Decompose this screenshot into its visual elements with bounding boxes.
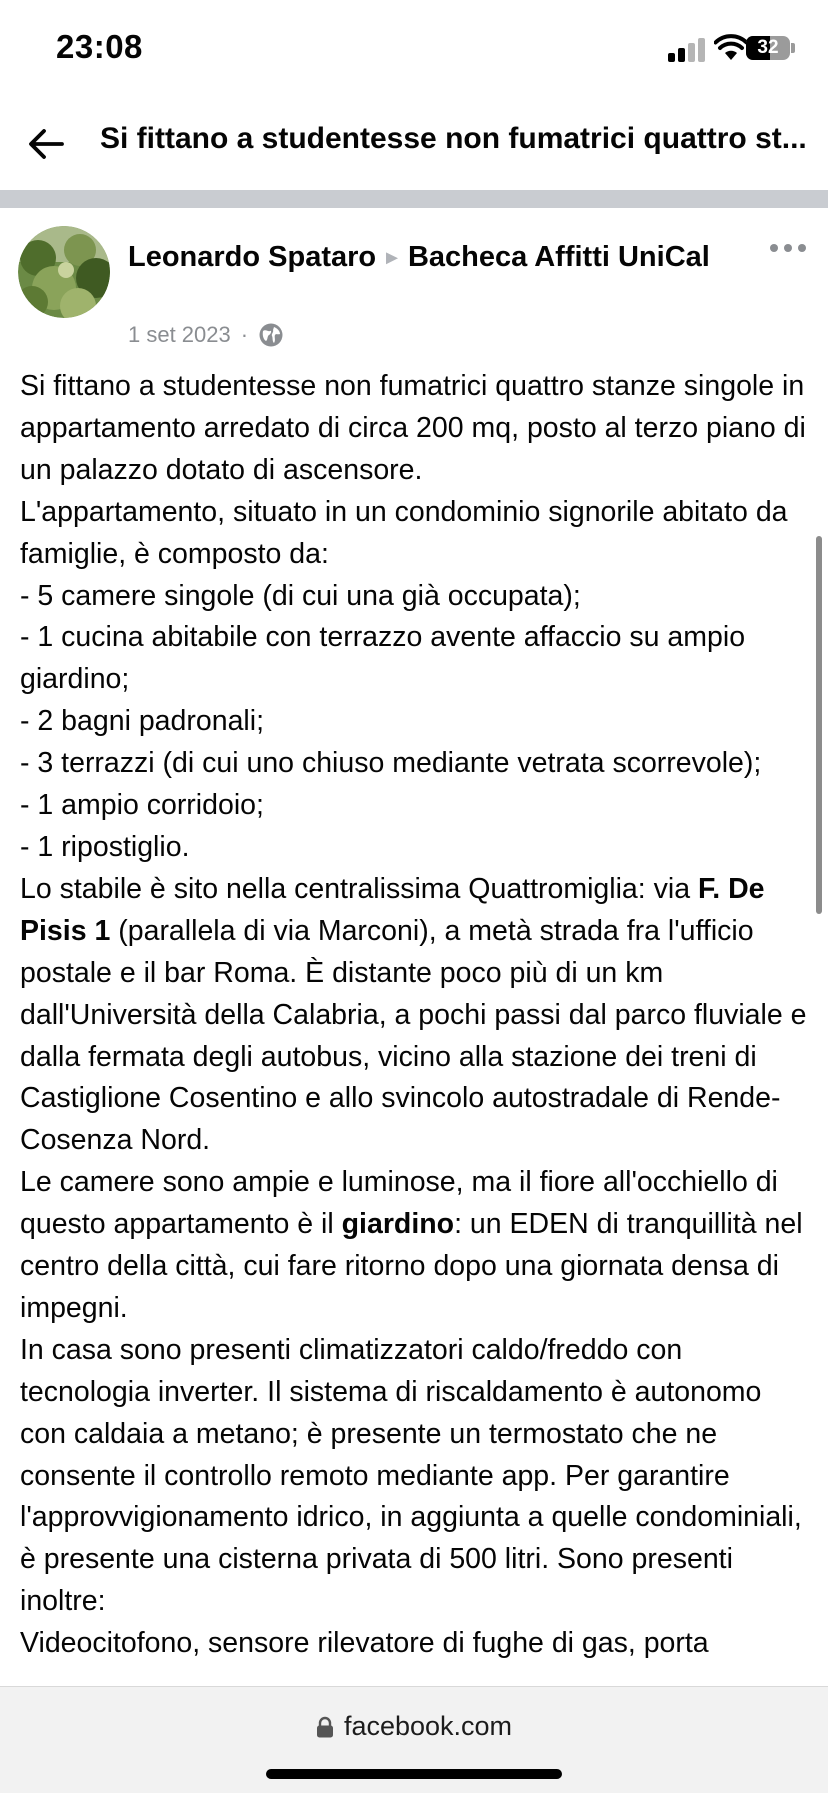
home-indicator[interactable] — [266, 1769, 562, 1779]
author-name[interactable]: Leonardo Spataro — [128, 241, 377, 273]
page-title: Si fittano a studentesse non fumatrici quattro st... — [100, 122, 807, 155]
list-item: - 1 cucina abitabile con terrazzo avente affaccio su ampio giardino; — [20, 621, 746, 696]
post-author-line — [128, 236, 728, 279]
post-paragraph: L'appartamento, situato in un condominio signorile abitato da famiglie, è composto da: — [20, 495, 788, 570]
post-body — [20, 366, 810, 1686]
list-item: - 1 ampio corridoio; — [20, 789, 264, 822]
post-header — [0, 208, 828, 358]
address-bar[interactable] — [0, 1711, 828, 1742]
bold-address: F. De Pisis 1 — [20, 872, 765, 947]
group-name[interactable]: Bacheca Affitti UniCal — [407, 241, 710, 273]
text-segment: Le camere sono ampie e luminose, ma il fiore all'occhiello di questo appartamento è il — [20, 1166, 778, 1241]
avatar[interactable] — [18, 226, 110, 318]
scrollbar[interactable] — [816, 536, 822, 914]
share-arrow-icon: ► — [382, 247, 402, 269]
post-paragraph: Videocitofono, sensore rilevatore di fughe di gas, porta — [20, 1627, 709, 1660]
public-globe-icon — [258, 322, 284, 348]
section-divider — [0, 190, 828, 208]
post-paragraph — [20, 869, 810, 1162]
post-paragraph: In casa sono presenti climatizzatori caldo/freddo con tecnologia inverter. Il sistema di riscaldamento è autonomo con caldaia a metano; è presente un termostato che ne consente il controllo remoto mediante app. Per garantire l'approvvigionamento idrico, in aggiunta a quelle condominiali, è presente una cisterna privata di 500 litri. Sono presenti inoltre: — [20, 1333, 802, 1618]
back-arrow-icon[interactable] — [22, 118, 74, 170]
list-item: - 1 ripostiglio. — [20, 830, 190, 863]
post-paragraph: Si fittano a studentesse non fumatrici quattro stanze singole in appartamento arredato di circa 200 mq, posto al terzo piano di un palazzo dotato di ascensore. — [20, 370, 806, 486]
text-segment: Lo stabile è sito nella centralissima Quattromiglia: via — [20, 872, 698, 905]
text-segment: : un EDEN di tranquillità nel centro della città, cui fare ritorno dopo una giornata densa di impegni. — [20, 1208, 803, 1324]
wifi-icon — [714, 34, 748, 62]
list-item: - 5 camere singole (di cui una già occupata); — [20, 579, 581, 612]
meta-separator: · — [240, 322, 249, 347]
battery-tip — [791, 43, 795, 53]
lock-icon — [316, 1716, 334, 1738]
status-time: 23:08 — [56, 28, 143, 65]
cellular-signal-icon — [668, 36, 708, 62]
bold-text: giardino — [341, 1208, 455, 1241]
browser-bottom-bar — [0, 1686, 828, 1793]
battery-level: 32 — [757, 37, 779, 58]
top-bar — [0, 96, 828, 190]
list-item: - 2 bagni padronali; — [20, 705, 265, 738]
url-text: facebook.com — [343, 1711, 513, 1741]
post-meta — [128, 322, 284, 348]
post-paragraph — [20, 1162, 810, 1330]
status-bar — [0, 0, 828, 96]
list-item: - 3 terrazzi (di cui uno chiuso mediante vetrata scorrevole); — [20, 747, 762, 780]
battery-icon — [746, 36, 790, 60]
text-segment: (parallela di via Marconi), a metà strada fra l'ufficio postale e il bar Roma. È distante poco più di un km dall'Università della Calabria, a pochi passi dal parco fluviale e dalla fermata degli autobus, vicino alla stazione dei treni di Castiglione Cosentino e allo svincolo autostradale di Rende-Cosenza Nord. — [20, 914, 807, 1157]
more-options-icon[interactable] — [770, 238, 810, 258]
post-date[interactable]: 1 set 2023 — [128, 322, 231, 347]
